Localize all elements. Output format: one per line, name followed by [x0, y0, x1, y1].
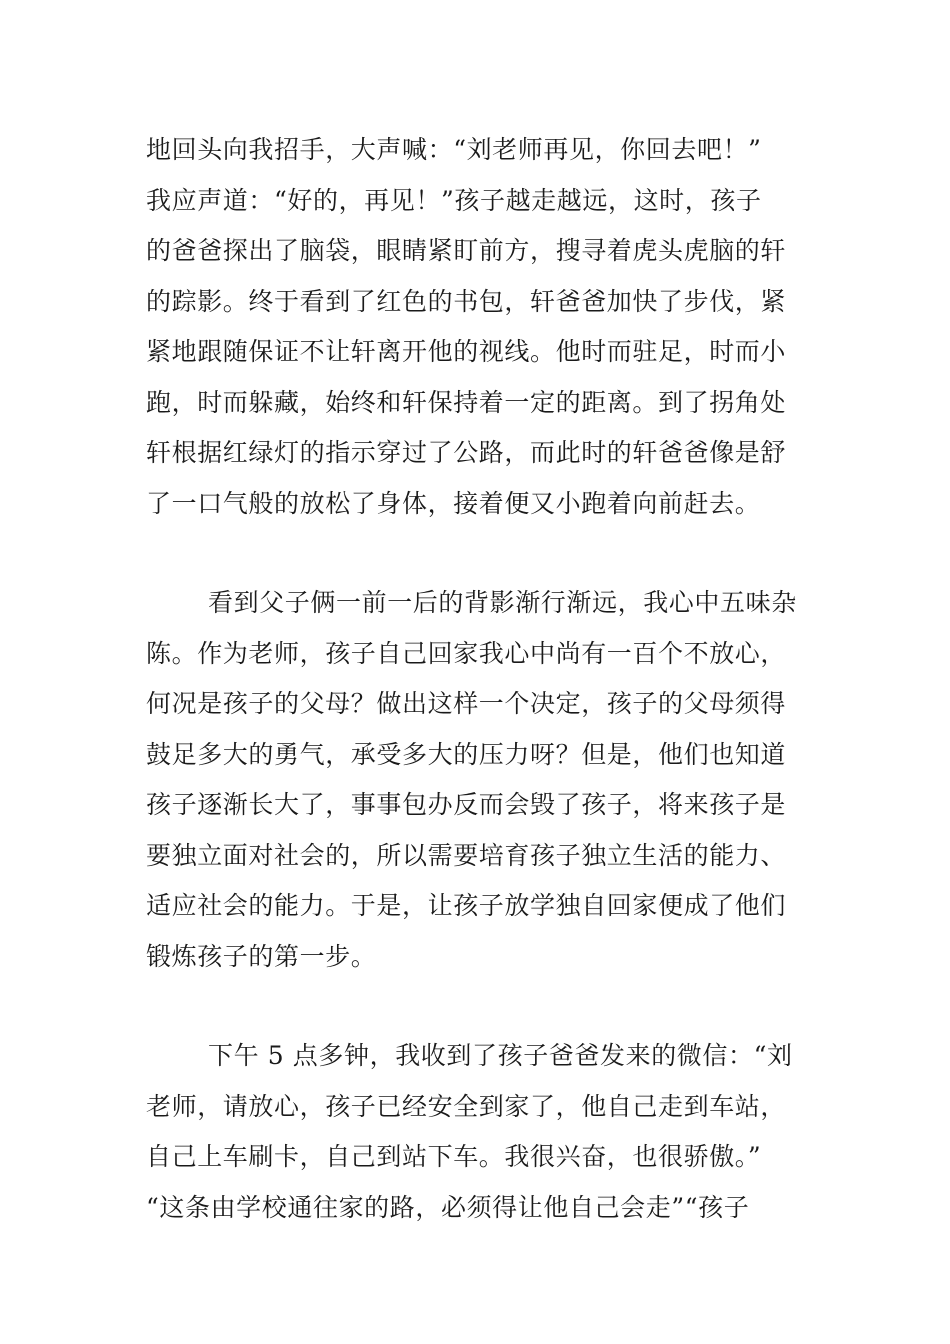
text-line: 轩根据红绿灯的指示穿过了公路，而此时的轩爸爸像是舒	[146, 438, 787, 467]
text-line: 的爸爸探出了脑袋，眼睛紧盯前方，搜寻着虎头虎脑的轩	[146, 236, 787, 265]
text-line: 要独立面对社会的，所以需要培育孩子独立生活的能力、	[146, 840, 787, 870]
text-line: 下午 5 点多钟，我收到了孩子爸爸发来的微信：“刘	[208, 1041, 793, 1070]
paragraph-spacer	[146, 529, 810, 578]
text-line: 陈。作为老师，孩子自己回家我心中尚有一百个不放心，	[146, 638, 787, 668]
text-line: 地回头向我招手，大声喊：“刘老师再见，你回去吧！”	[146, 135, 762, 164]
text-line: 跑，时而躲藏，始终和轩保持着一定的距离。到了拐角处	[146, 387, 787, 417]
paragraph-2	[146, 578, 810, 982]
paragraph-spacer	[146, 982, 810, 1031]
text-line: 鼓足多大的勇气，承受多大的压力呀？但是，他们也知道	[146, 739, 787, 769]
text-line: 锻炼孩子的第一步。	[146, 941, 377, 971]
text-line: 老师，请放心，孩子已经安全到家了，他自己走到车站，	[146, 1091, 787, 1121]
text-line: 适应社会的能力。于是，让孩子放学独自回家便成了他们	[146, 891, 787, 920]
text-line: 了一口气般的放松了身体，接着便又小跑着向前赶去。	[146, 488, 761, 518]
paragraph-3	[146, 1031, 810, 1233]
text-line: 我应声道：“好的，再见！”孩子越走越远，这时，孩子	[146, 185, 762, 215]
text-line: 的踪影。终于看到了红色的书包，轩爸爸加快了步伐，紧	[146, 286, 787, 316]
text-line: 孩子逐渐长大了，事事包办反而会毁了孩子，将来孩子是	[146, 790, 787, 819]
text-line: 自己上车刷卡，自己到站下车。我很兴奋，也很骄傲。”	[146, 1142, 762, 1171]
text-line: 看到父子俩一前一后的背影渐行渐远，我心中五味杂	[208, 588, 797, 617]
text-line: 何况是孩子的父母？做出这样一个决定，孩子的父母须得	[146, 689, 787, 718]
paragraph-1	[146, 125, 810, 529]
text-line: 紧地跟随保证不让轩离开他的视线。他时而驻足，时而小	[146, 337, 787, 366]
document-body	[146, 125, 810, 1233]
text-line: “这条由学校通往家的路，必须得让他自己会走”“孩子	[146, 1192, 750, 1222]
